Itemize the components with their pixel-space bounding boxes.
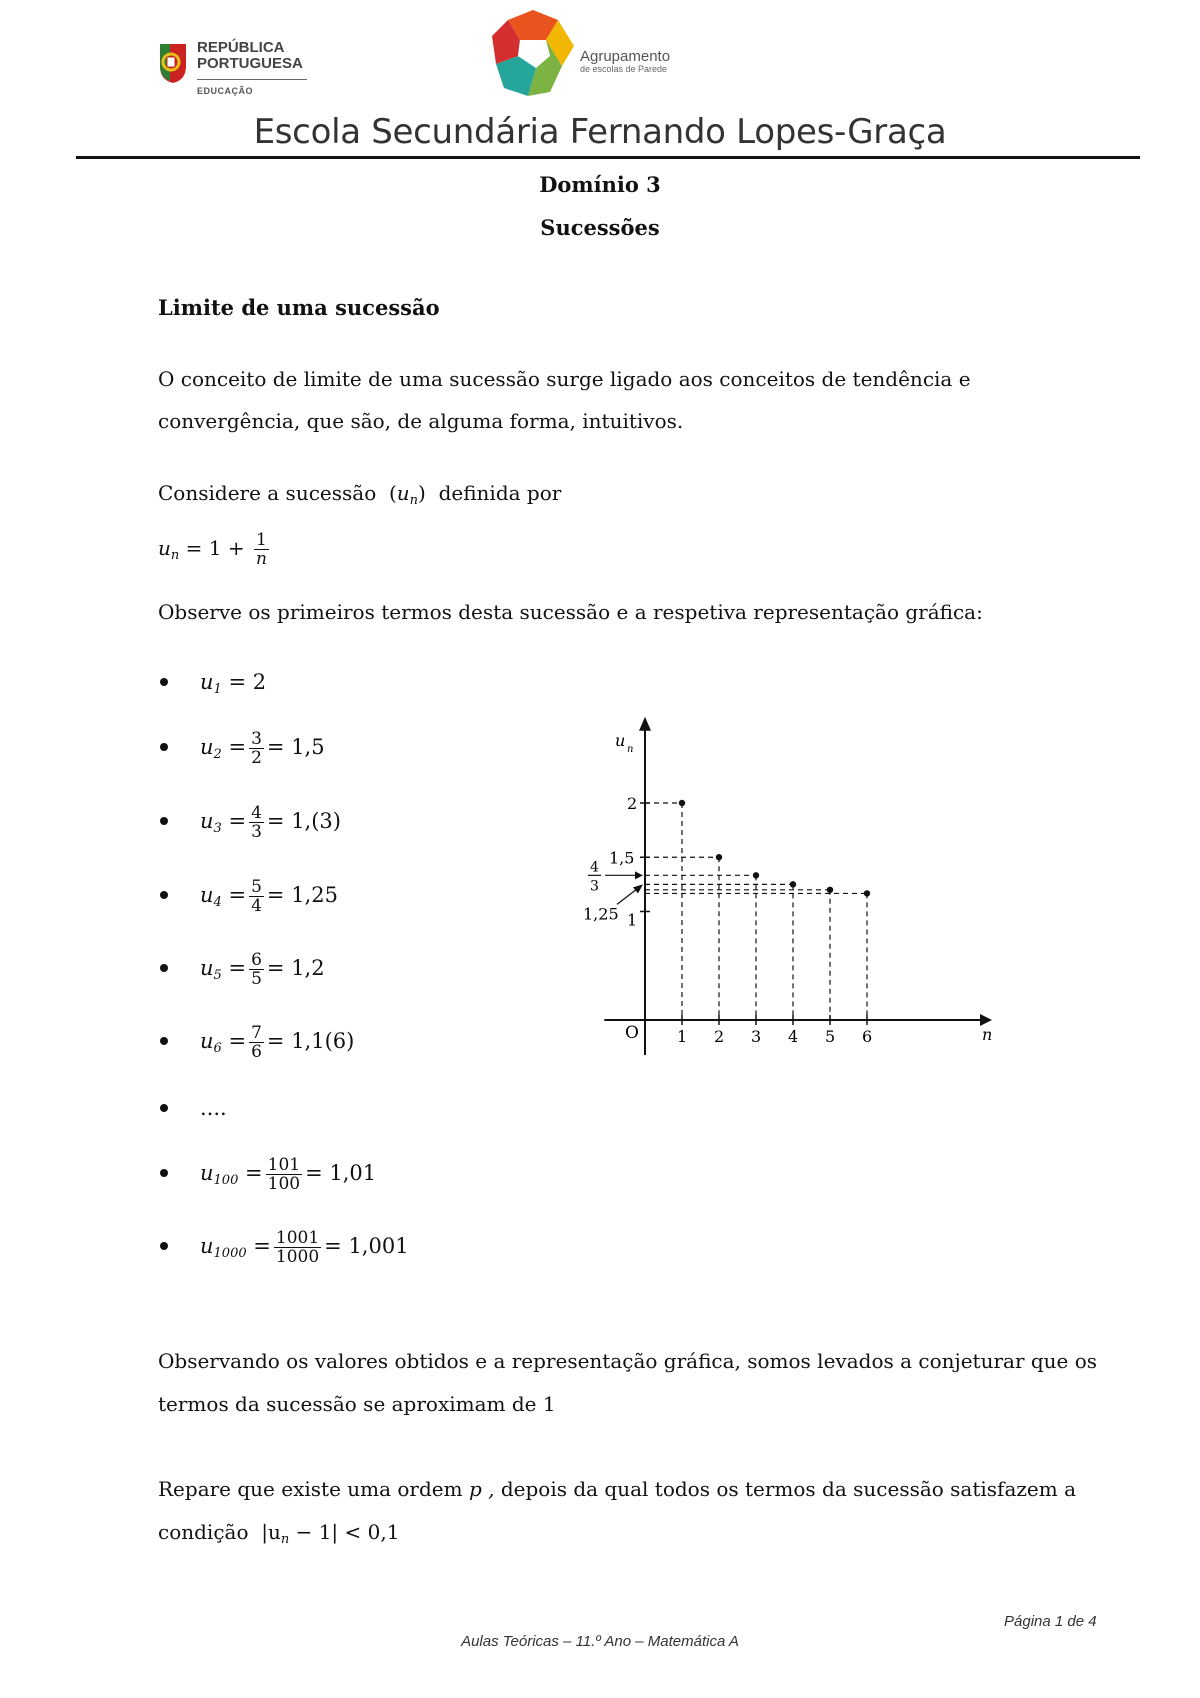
page-number: Página 1 de 4 [1004, 1613, 1097, 1630]
term-item [200, 1090, 227, 1126]
term-result: = 1,5 [266, 735, 325, 759]
data-point [827, 887, 833, 893]
frac-label-arrowhead [635, 871, 643, 879]
bullet-dot [160, 891, 168, 899]
x-tick-label: 5 [825, 1027, 836, 1046]
y-axis-arrow [639, 717, 651, 731]
formula-rest: = 1 + [179, 536, 245, 560]
term-fraction [249, 951, 264, 988]
term-symbol: u [200, 956, 214, 980]
formula-fraction [254, 531, 269, 568]
data-point [716, 854, 722, 860]
term-result: = 1,(3) [266, 809, 341, 833]
term-symbol: u [200, 670, 214, 694]
term-equals: = [246, 1234, 271, 1258]
republic-line-2: PORTUGUESA [197, 55, 303, 72]
y-tick-label: 1,5 [609, 848, 635, 868]
term-denominator: 2 [251, 748, 262, 768]
repare-condition-label: condição [158, 1520, 249, 1544]
term-denominator: 3 [251, 822, 262, 842]
consider-text-after: definida por [438, 481, 562, 505]
term-symbol: u [200, 1029, 214, 1053]
conclusion-line-1: Observando os valores obtidos e a representação gráfica, somos levados a conjeturar que os [158, 1349, 1098, 1373]
bullet-dot [160, 1037, 168, 1045]
formula-num: 1 [254, 531, 269, 550]
y-tick-label: 1 [627, 910, 638, 930]
consider-seq-sub: n [409, 493, 419, 508]
term-symbol: u [200, 735, 214, 759]
data-point [753, 872, 759, 878]
term-denominator: 6 [251, 1042, 262, 1062]
term-item [200, 664, 266, 708]
bullet-dot [160, 817, 168, 825]
header-divider [76, 156, 1140, 159]
repare-line-1 [158, 1474, 1118, 1504]
y-tick-label: 2 [627, 794, 638, 813]
consider-line: Considere a sucessão $(u_n)$ definida por [158, 481, 562, 508]
term-fraction [266, 1156, 302, 1193]
term-index: 5 [213, 968, 222, 983]
term-result: = 1,25 [266, 883, 338, 907]
definition-formula [158, 528, 1118, 576]
term-numerator: 4 [251, 803, 262, 823]
frac-label-num: 4 [590, 859, 599, 876]
arrow-label: 1,25 [583, 904, 619, 924]
course-footer: Aulas Teóricas – 11.º Ano – Matemática A [461, 1633, 739, 1650]
formula-den: n [255, 549, 267, 569]
bullet-dot [160, 1104, 168, 1112]
term-item [200, 1155, 376, 1199]
bullet-dot [160, 678, 168, 686]
republic-name [197, 40, 303, 72]
agrupamento-label: Agrupamento [580, 48, 671, 65]
y-axis-label-sub: n [627, 743, 634, 755]
term-index: 6 [213, 1041, 222, 1056]
term-equals: = [221, 883, 247, 907]
term-numerator: 3 [251, 729, 262, 749]
repare-line-2 [158, 1517, 1118, 1555]
bullet-dot [160, 1169, 168, 1177]
data-point [679, 800, 685, 806]
term-index: 100 [213, 1173, 239, 1188]
repare-cond-sub: n [280, 1532, 290, 1547]
term-item [200, 877, 338, 921]
term-item [200, 729, 325, 773]
term-result: = 1,1(6) [266, 1029, 355, 1053]
conclusion-line-2: termos da sucessão se aproximam de 1 [158, 1392, 556, 1416]
repare-text-b: depois da qual todos os termos da sucessão satisfazem a [500, 1477, 1076, 1501]
x-tick-label: 6 [862, 1027, 873, 1046]
repare-text-a: Repare que existe uma ordem [158, 1477, 463, 1501]
topic-title: Sucessões [540, 215, 660, 240]
x-tick-label: 1 [677, 1027, 688, 1046]
term-denominator: 1000 [275, 1247, 320, 1267]
data-point [864, 890, 870, 896]
term-denominator: 4 [251, 896, 262, 916]
sequence-chart [575, 715, 1025, 1060]
repare-p-symbol: p , [468, 1477, 495, 1501]
x-tick-label: 3 [751, 1027, 762, 1046]
term-equals: = [221, 735, 247, 759]
republic-line-1: REPÚBLICA [197, 39, 285, 56]
term-fraction [249, 730, 264, 767]
x-tick-label: 2 [714, 1027, 725, 1046]
term-fraction [249, 878, 264, 915]
term-denominator: 5 [251, 969, 262, 989]
term-symbol: u [200, 883, 214, 907]
bullet-dot [160, 743, 168, 751]
term-equals: = [221, 1029, 247, 1053]
consider-text-before: Considere a sucessão [158, 481, 377, 505]
term-index: 1000 [213, 1246, 247, 1261]
term-fraction [274, 1229, 321, 1266]
consider-seq-symbol: u [396, 481, 410, 505]
intro-line-2: convergência, que são, de alguma forma, intuitivos. [158, 409, 684, 433]
repare-cond-start: |u [261, 1520, 281, 1544]
agrupamento-sub-label: de escolas de Parede [580, 64, 668, 74]
term-item [200, 1228, 409, 1272]
data-point [790, 881, 796, 887]
term-result: = 1,01 [305, 1161, 377, 1185]
term-symbol: u [200, 1161, 214, 1185]
ministry-label: EDUCAÇÃO [197, 86, 254, 96]
formula-lhs: u [158, 536, 171, 560]
term-index: 3 [213, 821, 222, 836]
term-equals: = [238, 1161, 263, 1185]
x-axis-label: n [982, 1025, 993, 1044]
term-equals: = 2 [221, 670, 267, 694]
term-numerator: 7 [251, 1023, 262, 1043]
term-numerator: 1001 [275, 1228, 320, 1248]
term-result: = 1,001 [324, 1234, 409, 1258]
republic-divider [197, 79, 307, 80]
term-numerator: 6 [251, 950, 262, 970]
term-index: 2 [213, 747, 222, 762]
intro-line-1: O conceito de limite de uma sucessão surge ligado aos conceitos de tendência e [158, 367, 971, 391]
term-numerator: 101 [267, 1155, 301, 1175]
formula-lhs-sub: n [170, 548, 180, 563]
school-name: Escola Secundária Fernando Lopes-Graça [253, 112, 947, 152]
term-symbol: u [200, 809, 214, 833]
term-fraction [249, 804, 264, 841]
term-equals: .... [200, 1096, 227, 1120]
repare-cond-rest: − 1| < 0,1 [289, 1520, 400, 1544]
term-index: 1 [213, 682, 222, 697]
term-equals: = [221, 956, 247, 980]
domain-title: Domínio 3 [539, 172, 661, 197]
section-heading: Limite de uma sucessão [158, 295, 440, 320]
frac-label-den: 3 [590, 878, 599, 895]
term-equals: = [221, 809, 247, 833]
term-denominator: 100 [267, 1174, 301, 1194]
observe-line: Observe os primeiros termos desta sucessão e a respetiva representação gráfica: [158, 600, 983, 624]
term-index: 4 [213, 895, 222, 910]
term-symbol: u [200, 1234, 214, 1258]
term-item [200, 803, 341, 847]
bullet-dot [160, 964, 168, 972]
term-item [200, 1023, 354, 1067]
origin-label: O [625, 1023, 639, 1043]
x-tick-label: 4 [788, 1027, 799, 1046]
y-axis-label: u [615, 730, 626, 750]
bullet-dot [160, 1242, 168, 1250]
portugal-emblem-icon [158, 40, 188, 84]
term-numerator: 5 [251, 877, 262, 897]
term-item [200, 950, 325, 994]
term-fraction [249, 1024, 264, 1061]
term-result: = 1,2 [266, 956, 325, 980]
arrow-label-arrowhead [633, 884, 643, 893]
agrupamento-logo-icon [488, 6, 578, 106]
